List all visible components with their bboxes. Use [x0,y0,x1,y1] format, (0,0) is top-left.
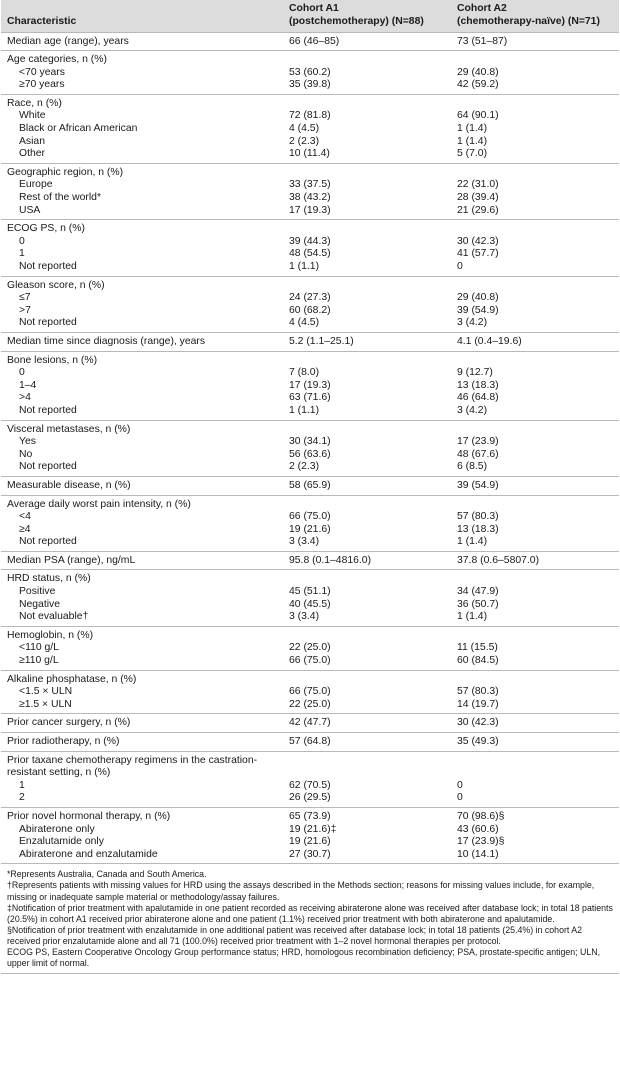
table-subrow [1,205,619,220]
subrow-label: Not reported [19,404,77,416]
cohort-a2-value: 42 (59.2) [457,79,499,91]
table-subrow [1,380,619,393]
row-label: Geographic region, n (%) [1,163,283,179]
table-row [1,495,619,511]
subrow-label: Positive [19,586,56,598]
table-subrow [1,836,619,849]
cohort-a2-value: 35 (49.3) [451,733,619,752]
subrow-label: >4 [19,392,31,404]
cohort-a2-value: 28 (39.4) [457,192,499,204]
row-label: Prior novel hormonal therapy, n (%) [1,807,283,823]
cohort-a1-value: 27 (30.7) [289,848,331,860]
cohort-a1-value: 24 (27.3) [289,292,331,304]
cohort-a1-value: 4 (4.5) [289,317,320,329]
cohort-a2-value: 14 (19.7) [457,698,499,710]
cohort-a1-value: 19 (21.6) [289,836,331,848]
table-row [1,714,619,733]
table-subrow [1,686,619,699]
cohort-a1-value: 62 (70.5) [289,779,331,791]
row-label: Prior radiotherapy, n (%) [1,733,283,752]
table-subrow [1,110,619,123]
header-cohort-a2-subtitle: (chemotherapy-naïve) (N=71) [457,15,600,27]
cohort-a2-value: 30 (42.3) [457,235,499,247]
cohort-a1-value: 66 (75.0) [289,686,331,698]
cohort-a2-value: 1 (1.4) [457,123,488,135]
subrow-label: Other [19,148,45,160]
cohort-a2-value: 37.8 (0.6–5807.0) [451,551,619,570]
table-subrow [1,524,619,537]
subrow-label: Not reported [19,261,77,272]
cohort-a2-value: 64 (90.1) [457,110,499,122]
cohort-a1-value: 1 (1.1) [289,261,320,272]
subrow-label: 1 [19,779,25,791]
footnote: †Represents patients with missing values for HRD using the assays described in the Methods section; reasons for missing values include, for example, missing or inadequate sample material or methodology/assay failures. [7,880,595,902]
subrow-label: <110 g/L [19,642,59,654]
cohort-a1-value: 19 (21.6)‡ [289,823,337,835]
cohort-a2-value: 34 (47.9) [457,586,499,598]
table-row [1,94,619,110]
row-label: Age categories, n (%) [1,51,283,67]
cohort-a1-value: 72 (81.8) [289,110,331,122]
cohort-a2-value: 0 [457,779,463,791]
cohort-a2-value [451,351,619,367]
table-subrow [1,655,619,670]
cohort-a2-value: 9 (12.7) [457,367,493,379]
table-subrow [1,261,619,276]
table-row [1,276,619,292]
cohort-a1-value: 39 (44.3) [289,235,331,247]
cohort-a1-value [283,495,451,511]
table-row [1,51,619,67]
table-subrow [1,792,619,807]
cohort-a1-value [283,670,451,686]
cohort-a2-value [451,51,619,67]
cohort-a1-value [283,163,451,179]
subrow-label: ≥1.5 × ULN [19,698,72,710]
cohort-a2-value: 1 (1.4) [457,536,488,548]
table-row [1,626,619,642]
subrow-label: Not reported [19,536,77,548]
table-subrow [1,367,619,380]
subrow-label: No [19,448,33,460]
cohort-a1-value: 26 (29.5) [289,792,331,804]
baseline-table-page [1,0,619,974]
subrow-label: ≤7 [19,292,31,304]
cohort-a1-value: 66 (46–85) [283,32,451,51]
table-subrow [1,148,619,163]
table-row [1,332,619,351]
cohort-a2-value: 48 (67.6) [457,448,499,460]
cohort-a2-value: 3 (4.2) [457,404,488,416]
table-subrow [1,699,619,714]
subrow-label: Yes [19,436,36,448]
table-subrow [1,292,619,305]
table-subrow [1,136,619,149]
cohort-a1-value: 2 (2.3) [289,461,320,473]
cohort-a1-value: 63 (71.6) [289,392,331,404]
table-row [1,670,619,686]
subrow-label: Enzalutamide only [19,836,104,848]
table-subrow [1,79,619,94]
cohort-a2-value [451,420,619,436]
header-cohort-a1-subtitle: (postchemotherapy) (N=88) [289,15,424,27]
cohort-a1-value: 17 (19.3) [289,204,331,216]
table-subrow [1,461,619,476]
cohort-a1-value [283,276,451,292]
cohort-a1-value: 48 (54.5) [289,248,331,260]
table-subrow [1,192,619,205]
cohort-a1-value: 1 (1.1) [289,404,320,416]
cohort-a1-value: 17 (19.3) [289,379,331,391]
subrow-label: Abiraterone only [19,823,95,835]
row-label: Prior taxane chemotherapy regimens in the castration-resistant setting, n (%) [1,751,283,780]
cohort-a1-value: 40 (45.5) [289,598,331,610]
subrow-label: Not evaluable† [19,611,89,623]
table-subrow [1,67,619,80]
cohort-a2-value [451,276,619,292]
footnote: ECOG PS, Eastern Cooperative Oncology Group performance status; HRD, homologous recombination deficiency; PSA, prostate-specific antigen; ULN, upper limit of normal. [7,947,601,969]
header-cohort-a2 [451,0,619,32]
cohort-a2-value: 13 (18.3) [457,523,499,535]
cohort-a2-value: 39 (54.9) [457,304,499,316]
cohort-a1-value [283,570,451,586]
subrow-label: <70 years [19,66,65,78]
cohort-a2-value [451,94,619,110]
footnote: *Represents Australia, Canada and South America. [7,869,207,880]
subrow-label: <1.5 × ULN [19,686,73,698]
row-label: Alkaline phosphatase, n (%) [1,670,283,686]
header-characteristic: Characteristic [1,0,283,32]
table-subrow [1,317,619,332]
cohort-a1-value [283,94,451,110]
cohort-a1-value: 42 (47.7) [283,714,451,733]
subrow-label: Black or African American [19,123,138,135]
table-subrow [1,436,619,449]
subrow-label: Not reported [19,317,77,329]
cohort-a1-value: 22 (25.0) [289,698,331,710]
cohort-a1-value: 33 (37.5) [289,179,331,191]
table-subrow [1,780,619,793]
footnotes [1,863,619,969]
subrow-label: Europe [19,179,53,191]
cohort-a2-value: 70 (98.6)§ [451,807,619,823]
cohort-a1-value: 19 (21.6) [289,523,331,535]
table-row [1,551,619,570]
cohort-a1-value: 65 (73.9) [283,807,451,823]
row-label: Race, n (%) [1,94,283,110]
cohort-a1-value: 3 (3.4) [289,611,320,623]
cohort-a1-value: 53 (60.2) [289,66,331,78]
header-cohort-a1 [283,0,451,32]
cohort-a2-value: 43 (60.6) [457,823,499,835]
subrow-label: Abiraterone and enzalutamide [19,848,158,860]
table-subrow [1,611,619,626]
subrow-label: Rest of the world* [19,192,102,204]
cohort-a1-value [283,626,451,642]
cohort-a1-value [283,351,451,367]
cohort-a2-value: 22 (31.0) [457,179,499,191]
cohort-a1-value [283,751,451,780]
table-subrow [1,599,619,612]
row-label: Visceral metastases, n (%) [1,420,283,436]
header-cohort-a1-title: Cohort A1 [289,3,339,15]
table-row [1,751,619,780]
footnote: ‡Notification of prior treatment with apalutamide in one patient recorded as receiving abiraterone alone was received after database lock; in total 18 patients (20.5%) in cohort A1 received prior abiraterone alone and one patient (1.1%) received prior treatment with both abiraterone and apalutamide. [7,902,613,924]
cohort-a2-value: 29 (40.8) [457,66,499,78]
row-label: Gleason score, n (%) [1,276,283,292]
cohort-a1-value: 4 (4.5) [289,123,320,135]
table-subrow [1,824,619,837]
table-subrow [1,123,619,136]
cohort-a2-value: 39 (54.9) [451,476,619,495]
row-label: Median PSA (range), ng/mL [1,551,283,570]
cohort-a1-value: 95.8 (0.1–4816.0) [283,551,451,570]
cohort-a2-value [451,670,619,686]
row-label: ECOG PS, n (%) [1,220,283,236]
cohort-a2-value: 0 [457,792,463,804]
cohort-a2-value: 6 (8.5) [457,461,488,473]
subrow-label: ≥4 [19,523,31,535]
cohort-a1-value: 3 (3.4) [289,536,320,548]
table-row [1,351,619,367]
table-row [1,476,619,495]
cohort-a1-value: 57 (64.8) [283,733,451,752]
table-row [1,420,619,436]
table-subrow [1,405,619,420]
cohort-a1-value: 60 (68.2) [289,304,331,316]
table-subrow [1,236,619,249]
row-label: Average daily worst pain intensity, n (%) [1,495,283,511]
cohort-a1-value: 7 (8.0) [289,367,320,379]
row-label: Median age (range), years [1,32,283,51]
cohort-a1-value: 45 (51.1) [289,586,331,598]
cohort-a2-value: 41 (57.7) [457,248,499,260]
subrow-label: 1–4 [19,379,37,391]
cohort-a2-value: 57 (80.3) [457,511,499,523]
table-subrow [1,449,619,462]
cohort-a2-value [451,570,619,586]
cohort-a2-value: 13 (18.3) [457,379,499,391]
baseline-characteristics-table [1,0,619,863]
table-row [1,163,619,179]
subrow-label: 1 [19,248,25,260]
cohort-a1-value: 58 (65.9) [283,476,451,495]
cohort-a1-value: 22 (25.0) [289,642,331,654]
cohort-a1-value: 30 (34.1) [289,436,331,448]
cohort-a2-value [451,163,619,179]
cohort-a1-value: 66 (75.0) [289,655,331,667]
subrow-label: White [19,110,46,122]
subrow-label: >7 [19,304,31,316]
table-subrow [1,586,619,599]
cohort-a2-value: 11 (15.5) [457,642,498,654]
subrow-label: Negative [19,598,61,610]
subrow-label: USA [19,204,41,216]
table-row [1,570,619,586]
cohort-a2-value: 29 (40.8) [457,292,499,304]
cohort-a1-value: 66 (75.0) [289,511,331,523]
cohort-a1-value: 10 (11.4) [289,148,330,160]
cohort-a2-value [451,626,619,642]
header-cohort-a2-title: Cohort A2 [457,3,507,15]
cohort-a2-value: 4.1 (0.4–19.6) [451,332,619,351]
table-row [1,32,619,51]
cohort-a1-value: 35 (39.8) [289,79,331,91]
cohort-a1-value: 5.2 (1.1–25.1) [283,332,451,351]
cohort-a2-value: 1 (1.4) [457,135,488,147]
table-subrow [1,536,619,551]
subrow-label: 2 [19,792,25,804]
cohort-a2-value: 1 (1.4) [457,611,488,623]
cohort-a1-value: 2 (2.3) [289,135,320,147]
cohort-a1-value [283,51,451,67]
cohort-a1-value [283,420,451,436]
subrow-label: Asian [19,135,45,147]
table-body [1,32,619,863]
cohort-a2-value: 0 [457,261,463,272]
cohort-a2-value: 3 (4.2) [457,317,488,329]
footnote: §Notification of prior treatment with enzalutamide in one additional patient was received after database lock; in total 18 patients (25.4%) in cohort A2 received prior enzalutamide alone and all 71 (100.0%) received prior treatment with 1–2 novel hormonal therapies per protocol. [7,924,583,946]
cohort-a2-value: 21 (29.6) [457,204,499,216]
cohort-a2-value: 30 (42.3) [451,714,619,733]
row-label: Median time since diagnosis (range), years [1,332,283,351]
subrow-label: ≥110 g/L [19,655,59,667]
table-header-row [1,0,619,32]
bottom-rule [1,973,619,974]
cohort-a2-value: 36 (50.7) [457,598,499,610]
table-row [1,807,619,823]
table-row [1,220,619,236]
cohort-a2-value: 73 (51–87) [451,32,619,51]
cohort-a2-value: 5 (7.0) [457,148,488,160]
table-subrow [1,392,619,405]
table-subrow [1,511,619,524]
cohort-a2-value [451,220,619,236]
subrow-label: <4 [19,511,31,523]
cohort-a2-value: 46 (64.8) [457,392,499,404]
cohort-a2-value: 17 (23.9) [457,436,499,448]
cohort-a2-value: 60 (84.5) [457,655,499,667]
row-label: Hemoglobin, n (%) [1,626,283,642]
row-label: Prior cancer surgery, n (%) [1,714,283,733]
cohort-a2-value [451,751,619,780]
table-subrow [1,849,619,864]
table-row [1,733,619,752]
table-subrow [1,642,619,655]
table-subrow [1,305,619,318]
cohort-a2-value: 10 (14.1) [457,848,499,860]
subrow-label: ≥70 years [19,79,65,91]
row-label: Bone lesions, n (%) [1,351,283,367]
subrow-label: Not reported [19,461,77,473]
table-subrow [1,179,619,192]
cohort-a1-value [283,220,451,236]
cohort-a1-value: 56 (63.6) [289,448,331,460]
subrow-label: 0 [19,235,25,247]
row-label: Measurable disease, n (%) [1,476,283,495]
cohort-a2-value [451,495,619,511]
subrow-label: 0 [19,367,25,379]
cohort-a2-value: 57 (80.3) [457,686,499,698]
cohort-a2-value: 17 (23.9)§ [457,836,505,848]
table-subrow [1,248,619,261]
row-label: HRD status, n (%) [1,570,283,586]
cohort-a1-value: 38 (43.2) [289,192,331,204]
